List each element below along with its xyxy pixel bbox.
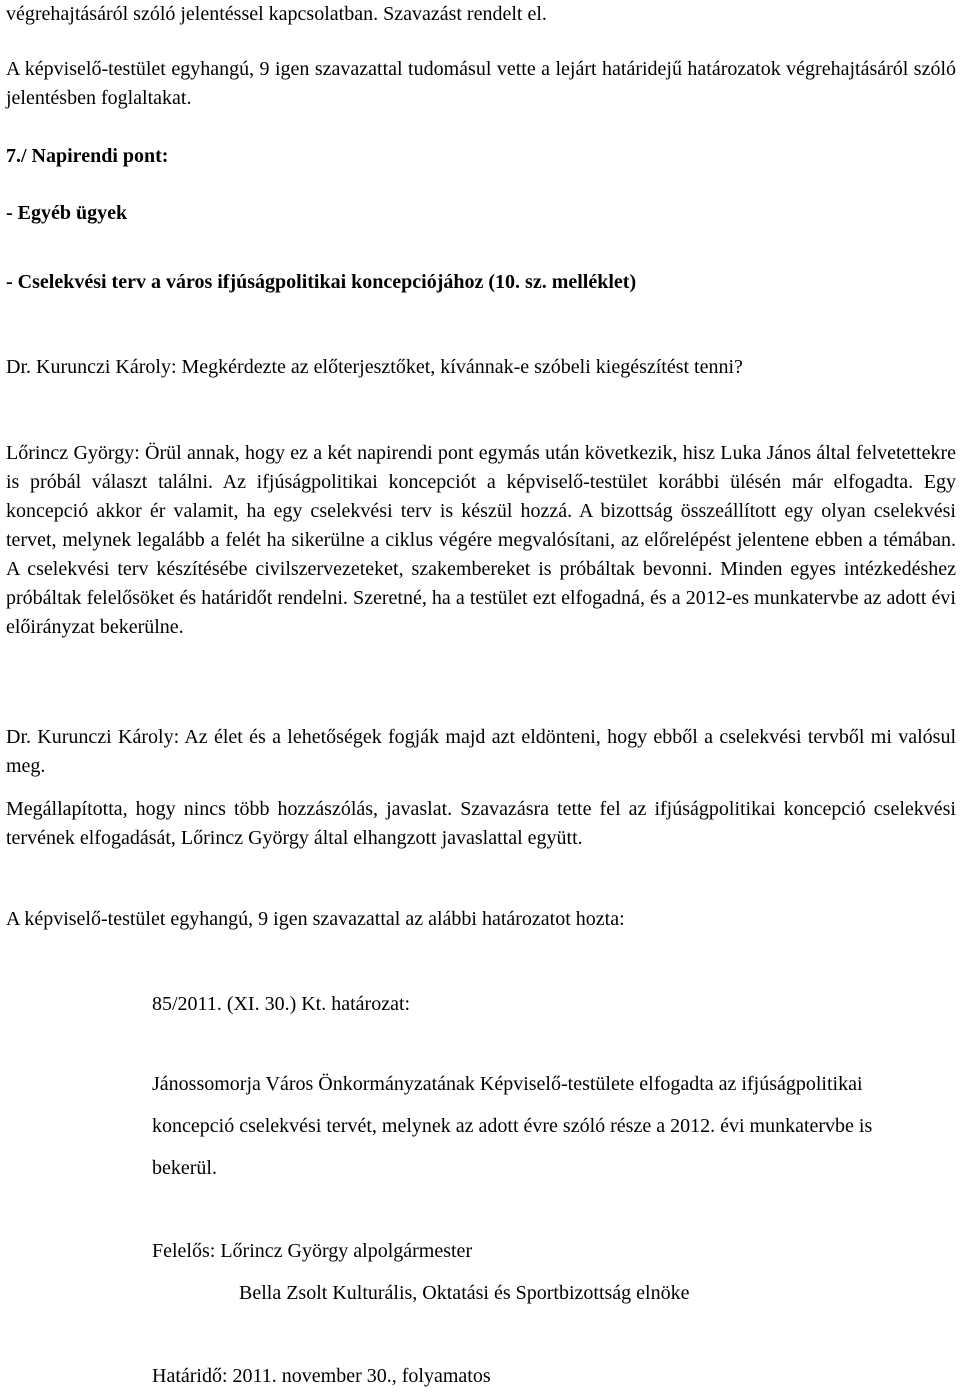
agenda-item-other: - Egyéb ügyek — [6, 202, 128, 224]
chair-reply-paragraph: Dr. Kurunczi Károly: Az élet és a lehetőségek fogják majd azt eldönteni, hogy ebből a cselekvési tervből mi valósul meg. — [6, 726, 956, 777]
responsible-line-2: Bella Zsolt Kulturális, Oktatási és Sportbizottság elnöke — [239, 1282, 690, 1304]
agenda-heading: 7./ Napirendi pont: — [6, 145, 169, 167]
deadline-line: Határidő: 2011. november 30., folyamatos — [152, 1365, 491, 1387]
resolution-number: 85/2011. (XI. 30.) Kt. határozat: — [152, 993, 411, 1015]
responsible-line-1: Felelős: Lőrincz György alpolgármester — [152, 1240, 473, 1262]
lorincz-speech-paragraph: Lőrincz György: Örül annak, hogy ez a két napirendi pont egymás után következik, hisz Luka János által felvetettekre is próbál választ találni. Az ifjúságpolitikai koncepciót a képviselő-testület korábbi ülésén már elfogadta. Egy koncepció akkor ér valamit, ha egy cselekvési terv is készül hozzá. A bizottság összeállított egy olyan cselekvési tervet, melynek legalább a felét ha sikerülne a ciklus végére megvalósítani, az előrelépést jelentene ebben a témában. A cselekvési terv készítésébe civilszervezeteket, szakembereket is próbáltak bevonni. Minden egyes intézkedéshez próbáltak felelősöket és határidőt rendelni. Szeretné, ha a testület ezt elfogadná, és a 2012-es munkatervbe az adott évi előirányzat bekerülne. — [6, 442, 956, 638]
vote-result-paragraph: A képviselő-testület egyhangú, 9 igen szavazattal az alábbi határozatot hozta: — [6, 908, 625, 930]
agenda-item-action-plan: - Cselekvési terv a város ifjúságpolitikai koncepciójához (10. sz. melléklet) — [6, 271, 637, 293]
chair-vote-paragraph: Megállapította, hogy nincs több hozzászólás, javaslat. Szavazásra tette fel az ifjúságpolitikai koncepció cselekvési tervének elfogadását, Lőrincz György által elhangzott javaslattal együtt. — [6, 798, 956, 849]
previous-item-tail: végrehajtásáról szóló jelentéssel kapcsolatban. Szavazást rendelt el. — [6, 3, 547, 25]
resolution-text: Jánossomorja Város Önkormányzatának Képviselő-testülete elfogadta az ifjúságpolitikai koncepció cselekvési tervét, melynek az adott évre szóló része a 2012. évi munkatervbe is bekerül. — [152, 1073, 873, 1179]
previous-vote-paragraph: A képviselő-testület egyhangú, 9 igen szavazattal tudomásul vette a lejárt határidejű határozatok végrehajtásáról szóló jelentésben foglaltakat. — [6, 58, 956, 109]
chair-question-paragraph: Dr. Kurunczi Károly: Megkérdezte az előterjesztőket, kívánnak-e szóbeli kiegészítést tenni? — [6, 356, 743, 378]
